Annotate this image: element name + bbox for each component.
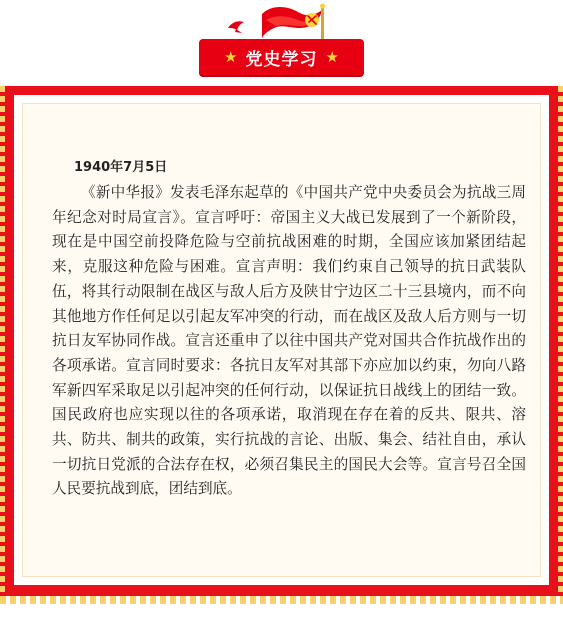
article-card [14, 95, 549, 585]
star-icon: ★ [224, 47, 238, 66]
frame-left-border [0, 86, 5, 604]
article-body: 《新中华报》发表毛泽东起草的《中国共产党中央委员会为抗战三周年纪念对时局宣言》。宣言呼吁：帝国主义大战已发展到了一个新阶段，现在是中国空前投降危险与空前抗战困难的时期，全国应该加紧团结起来，克服这种危险与困难。宣言声明：我们约束自己领导的抗日武装队伍，将其行动限制在战区与敌人后方及陕甘宁边区二十三县境内，而不向其他地方作任何足以引起友军冲突的行动，而在战区及敌人后方则与一切抗日友军协同作战。宣言还重申了以往中国共产党对国共合作抗战作出的各项承诺。宣言同时要求：各抗日友军对其部下亦应加以约束，勿向八路军新四军采取足以引起冲突的任何行动，以保证抗日战线上的团结一致。国民政府也应实现以往的各项承诺，取消现在存在着的反共、限共、溶共、防共、制共的政策，实行抗战的言论、出版、集会、结社自由，承认一切抗日党派的合法存在权，必须召集民主的国民大会等。宣言号召全国人民要抗战到底，团结到底。 [52, 184, 526, 498]
article-content [52, 158, 526, 502]
party-emblem-icon [305, 13, 319, 27]
frame-bottom-border [0, 596, 563, 604]
frame-right-border [558, 86, 563, 604]
article-paper [22, 103, 541, 577]
star-icon: ★ [325, 47, 339, 66]
flagpole-icon [320, 4, 325, 40]
section-title-banner [199, 39, 364, 75]
article-date: 1940年7月5日 [74, 160, 168, 175]
swallow-icon [228, 21, 244, 33]
section-title: 党史学习 [245, 49, 318, 70]
